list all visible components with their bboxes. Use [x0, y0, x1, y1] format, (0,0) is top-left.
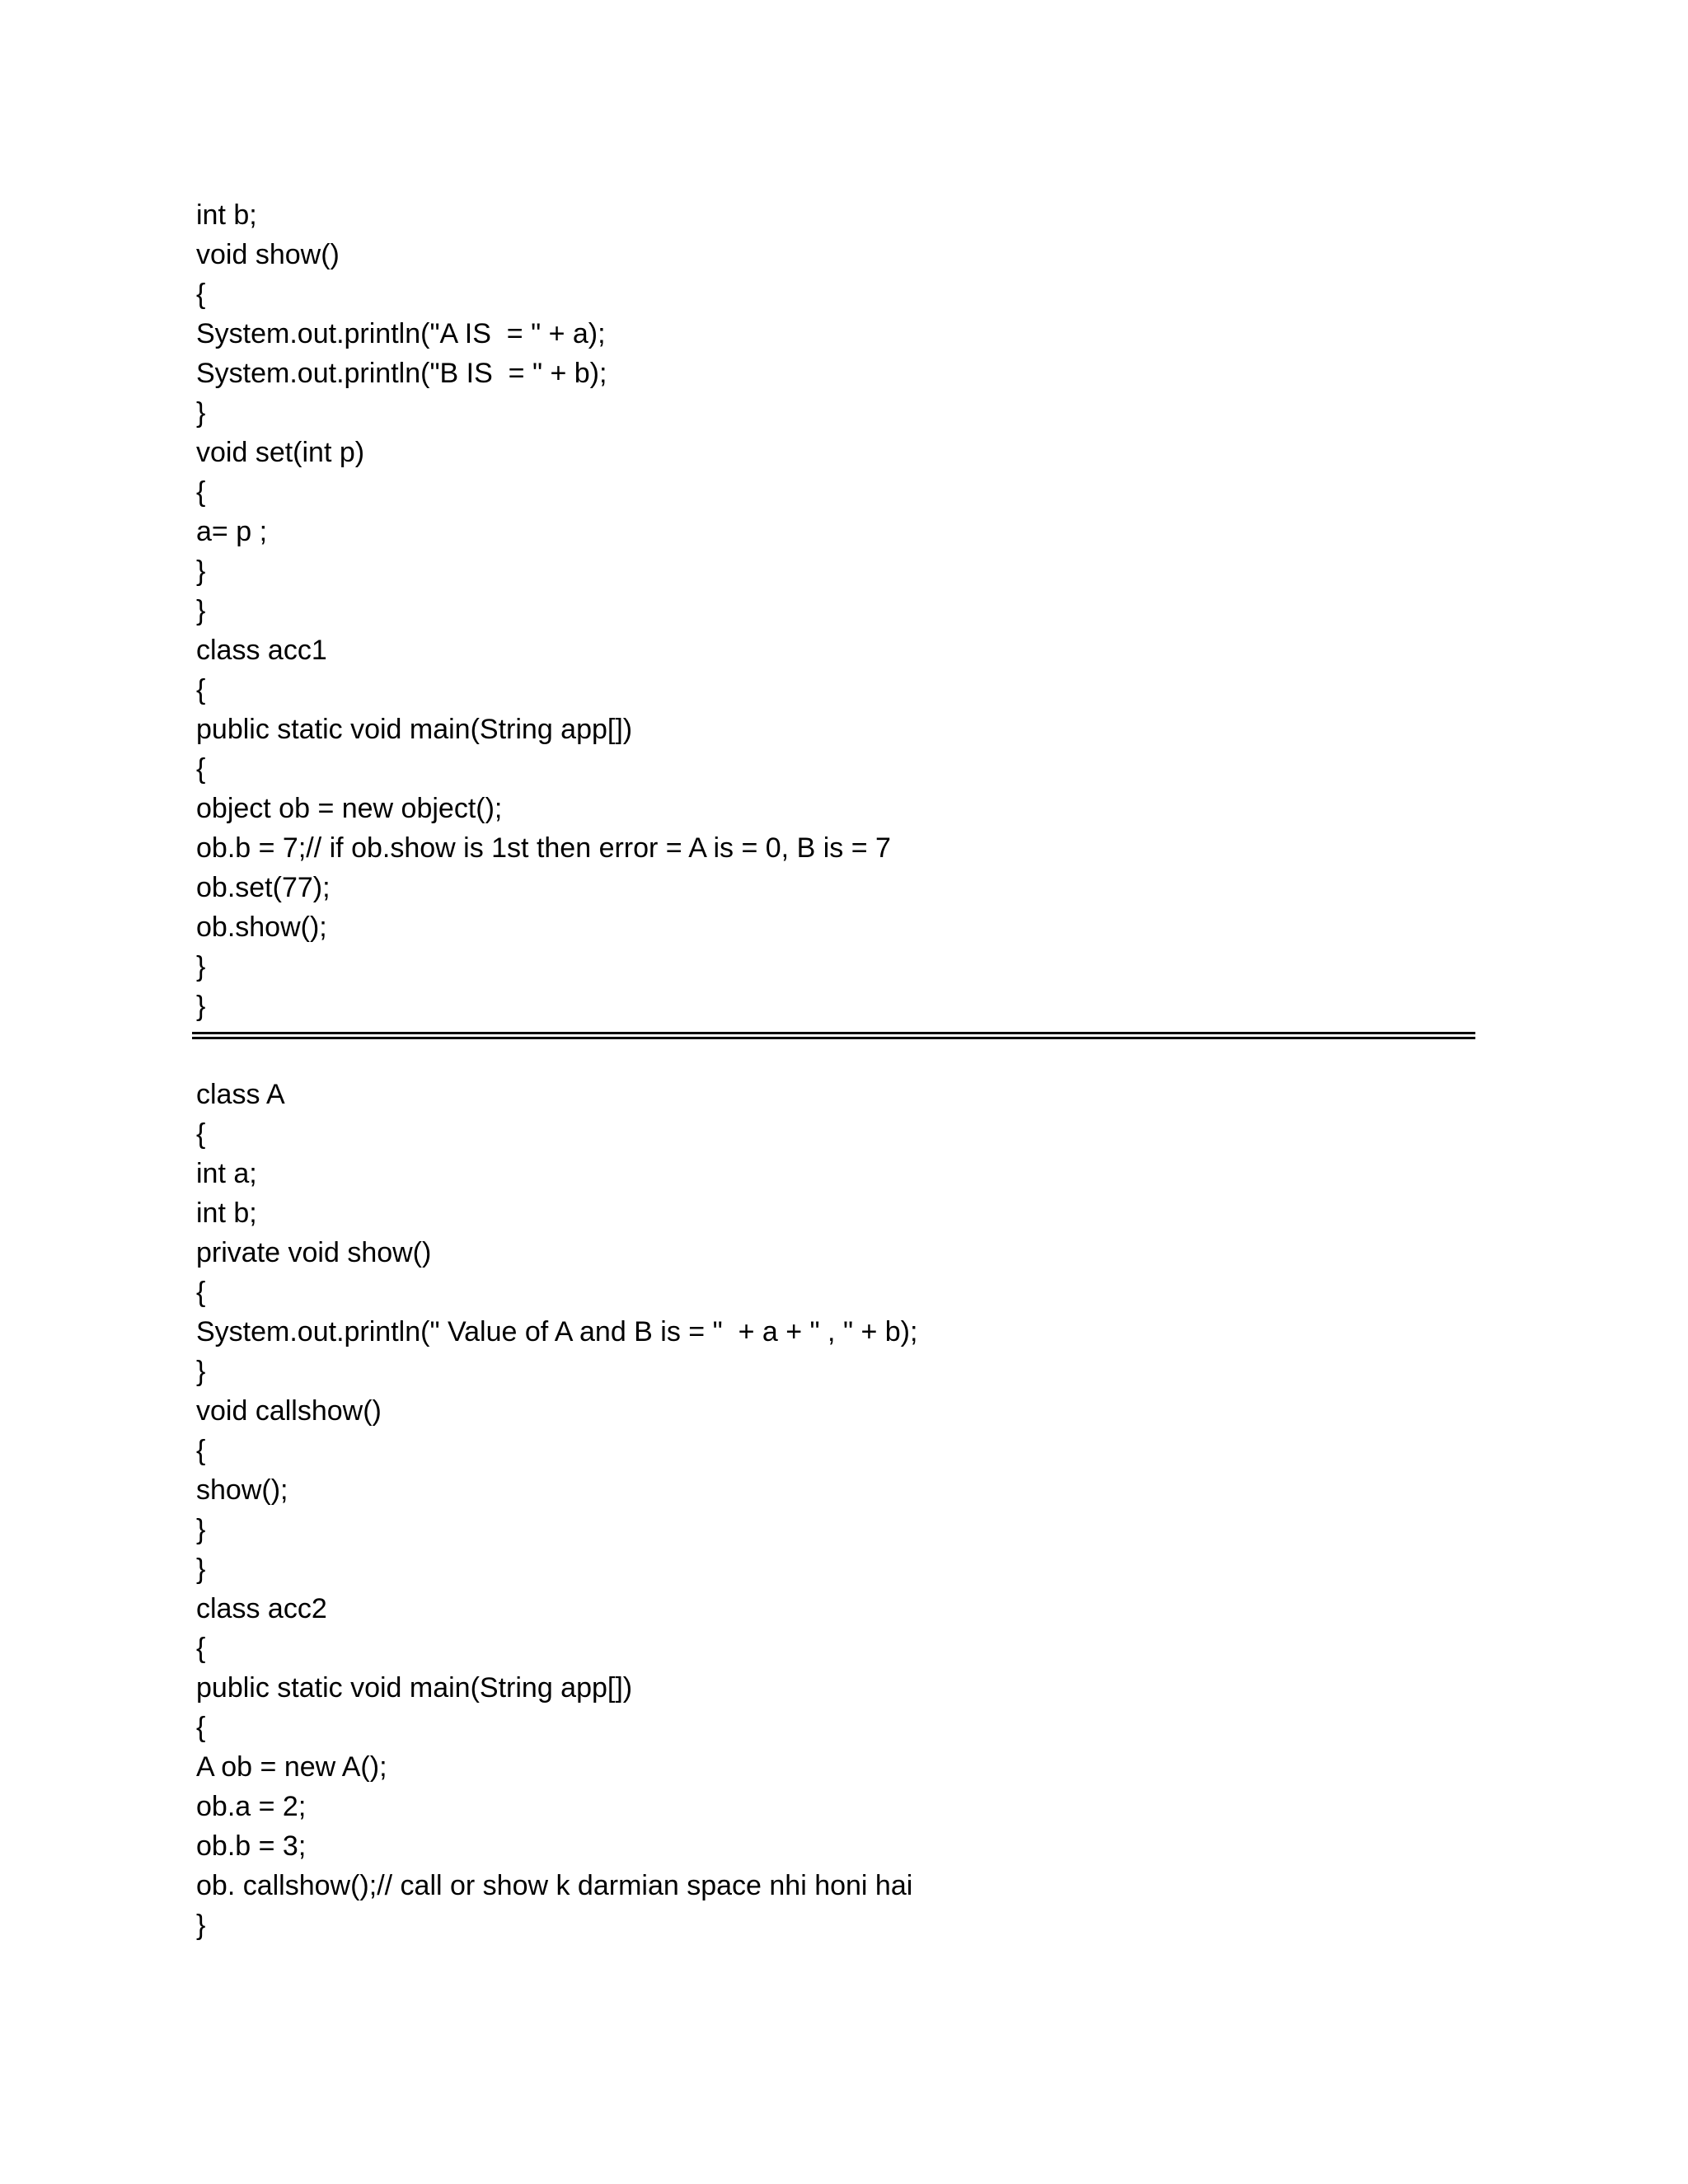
code-line: ob.b = 3; — [196, 1830, 307, 1862]
code-line: public static void main(String app[]) — [196, 714, 633, 745]
code-line: } — [196, 1514, 206, 1545]
code-line: } — [196, 951, 206, 982]
code-line: System.out.println("A IS = " + a); — [196, 318, 606, 349]
code-line: System.out.println("B IS = " + b); — [196, 358, 607, 389]
code-line: } — [196, 397, 206, 429]
code-line: ob. callshow();// call or show k darmian space nhi honi hai — [196, 1870, 913, 1901]
code-line: System.out.println(" Value of A and B is = " + a + " , " + b); — [196, 1316, 918, 1347]
code-line: object ob = new object(); — [196, 793, 503, 824]
code-line: a= p ; — [196, 516, 268, 547]
code-line: { — [196, 279, 206, 310]
code-line: A ob = new A(); — [196, 1751, 387, 1783]
code-line: ob.set(77); — [196, 872, 331, 903]
code-line: { — [196, 1277, 206, 1308]
code-line: } — [196, 1554, 206, 1585]
code-line: int b; — [196, 1197, 257, 1229]
code-line: { — [196, 476, 206, 508]
code-line: public static void main(String app[]) — [196, 1672, 633, 1704]
code-line: void callshow() — [196, 1395, 382, 1427]
code-line: { — [196, 1435, 206, 1466]
code-line: ob.a = 2; — [196, 1791, 307, 1822]
code-line: class A — [196, 1079, 285, 1110]
code-line: } — [196, 991, 206, 1022]
code-line: int a; — [196, 1158, 257, 1189]
code-line: class acc2 — [196, 1593, 327, 1624]
code-section-2 — [196, 1075, 917, 1945]
code-line: private void show() — [196, 1237, 432, 1268]
code-line: int b; — [196, 199, 257, 231]
code-section-1 — [196, 195, 891, 1026]
code-line: void set(int p) — [196, 437, 365, 468]
code-line: } — [196, 595, 206, 626]
code-line: { — [196, 674, 206, 705]
double-line-divider — [192, 1032, 1475, 1039]
code-line: } — [196, 1356, 206, 1387]
code-line: class acc1 — [196, 635, 327, 666]
code-line: show(); — [196, 1474, 288, 1506]
code-line: { — [196, 1712, 206, 1743]
code-line: } — [196, 1910, 206, 1941]
code-line: ob.b = 7;// if ob.show is 1st then error = A is = 0, B is = 7 — [196, 832, 891, 864]
code-line: { — [196, 753, 206, 785]
code-line: } — [196, 555, 206, 587]
code-line: void show() — [196, 239, 340, 270]
code-line: { — [196, 1118, 206, 1150]
code-line: { — [196, 1633, 206, 1664]
code-line: ob.show(); — [196, 912, 327, 943]
